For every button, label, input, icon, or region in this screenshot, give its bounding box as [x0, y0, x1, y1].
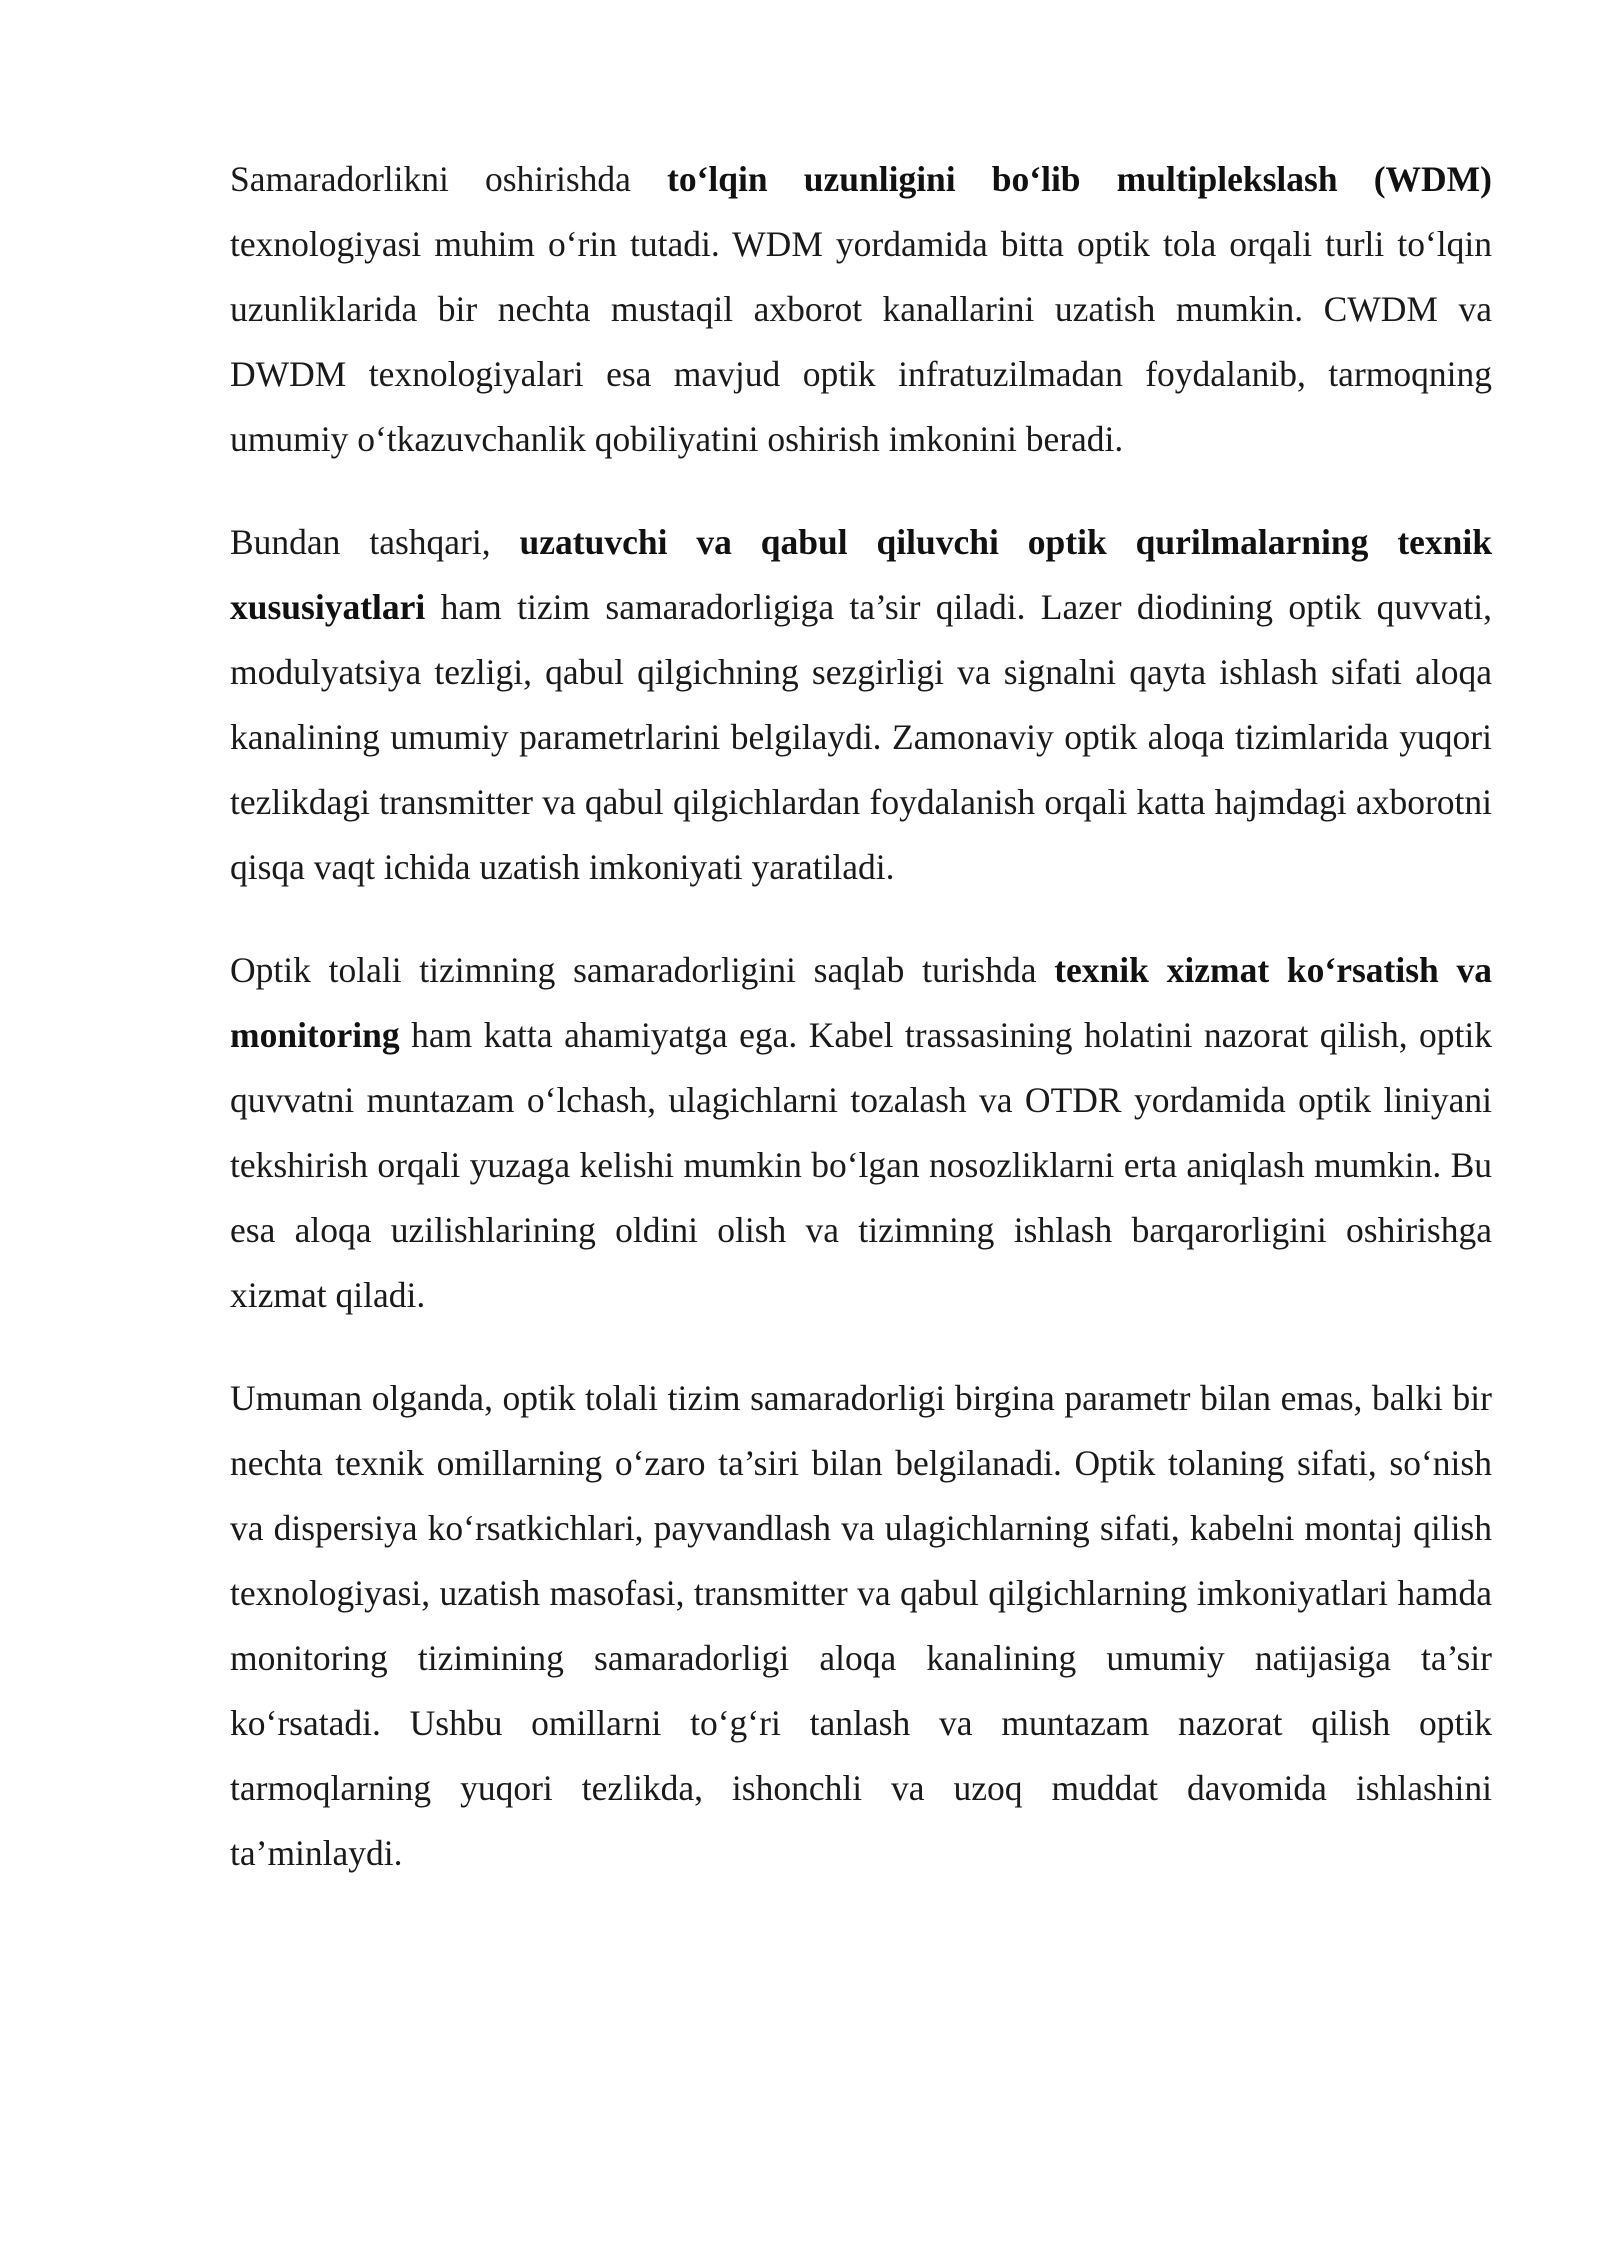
paragraph-conclusion — [230, 1366, 1492, 1886]
document-body — [230, 147, 1492, 1924]
paragraph-text: Optik tolali tizimning samaradorligini saqlab turishda — [230, 950, 1055, 990]
paragraph-transceivers — [230, 510, 1492, 900]
paragraph-text: ham tizim samaradorligiga ta’sir qiladi. Lazer diodining optik quvvati, modulyatsiya tezligi, qabul qilgichning sezgirligi va signalni qayta ishlash sifati aloqa kanalining umumiy parametrlarini belgilaydi. Zamonaviy optik aloqa tizimlarida yuqori tezlikdagi transmitter va qabul qilgichlardan foydalanish orqali katta hajmdagi axborotni qisqa vaqt ichida uzatish imkoniyati yaratiladi. — [230, 587, 1492, 887]
bold-term-wdm: to‘lqin uzunligini bo‘lib multiplekslash (WDM) — [667, 159, 1492, 199]
paragraph-maintenance — [230, 938, 1492, 1328]
paragraph-text: Umuman olganda, optik tolali tizim samaradorligi birgina parametr bilan emas, balki bir nechta texnik omillarning o‘zaro ta’siri bilan belgilanadi. Optik tolaning sifati, so‘nish va dispersiya ko‘rsatkichlari, payvandlash va ulagichlarning sifati, kabelni montaj qilish texnologiyasi, uzatish masofasi, transmitter va qabul qilgichlarning imkoniyatlari hamda monitoring tizimining samaradorligi aloqa kanalining umumiy natijasiga ta’sir ko‘rsatadi. Ushbu omillarni to‘g‘ri tanlash va muntazam nazorat qilish optik tarmoqlarning yuqori tezlikda, ishonchli va uzoq muddat davomida ishlashini ta’minlaydi. — [230, 1378, 1492, 1873]
paragraph-wdm — [230, 147, 1492, 472]
paragraph-text: texnologiyasi muhim o‘rin tutadi. WDM yordamida bitta optik tola orqali turli to‘lqin uzunliklarida bir nechta mustaqil axborot kanallarini uzatish mumkin. CWDM va DWDM texnologiyalari esa mavjud optik infratuzilmadan foydalanib, tarmoqning umumiy o‘tkazuvchanlik qobiliyatini oshirish imkonini beradi. — [230, 224, 1492, 459]
bold-term-transceivers: uzatuvchi va qabul qiluvchi optik qurilmalarning texnik xususiyatlari — [230, 522, 1492, 627]
paragraph-text: Samaradorlikni oshirishda — [230, 159, 668, 199]
paragraph-text: Bundan tashqari, — [230, 522, 520, 562]
bold-term-maintenance: texnik xizmat ko‘rsatish va monitoring — [230, 950, 1492, 1055]
paragraph-text: ham katta ahamiyatga ega. Kabel trassasining holatini nazorat qilish, optik quvvatni muntazam o‘lchash, ulagichlarni tozalash va OTDR yordamida optik liniyani tekshirish orqali yuzaga kelishi mumkin bo‘lgan nosozliklarni erta aniqlash mumkin. Bu esa aloqa uzilishlarining oldini olish va tizimning ishlash barqarorligini oshirishga xizmat qiladi. — [230, 1015, 1492, 1315]
